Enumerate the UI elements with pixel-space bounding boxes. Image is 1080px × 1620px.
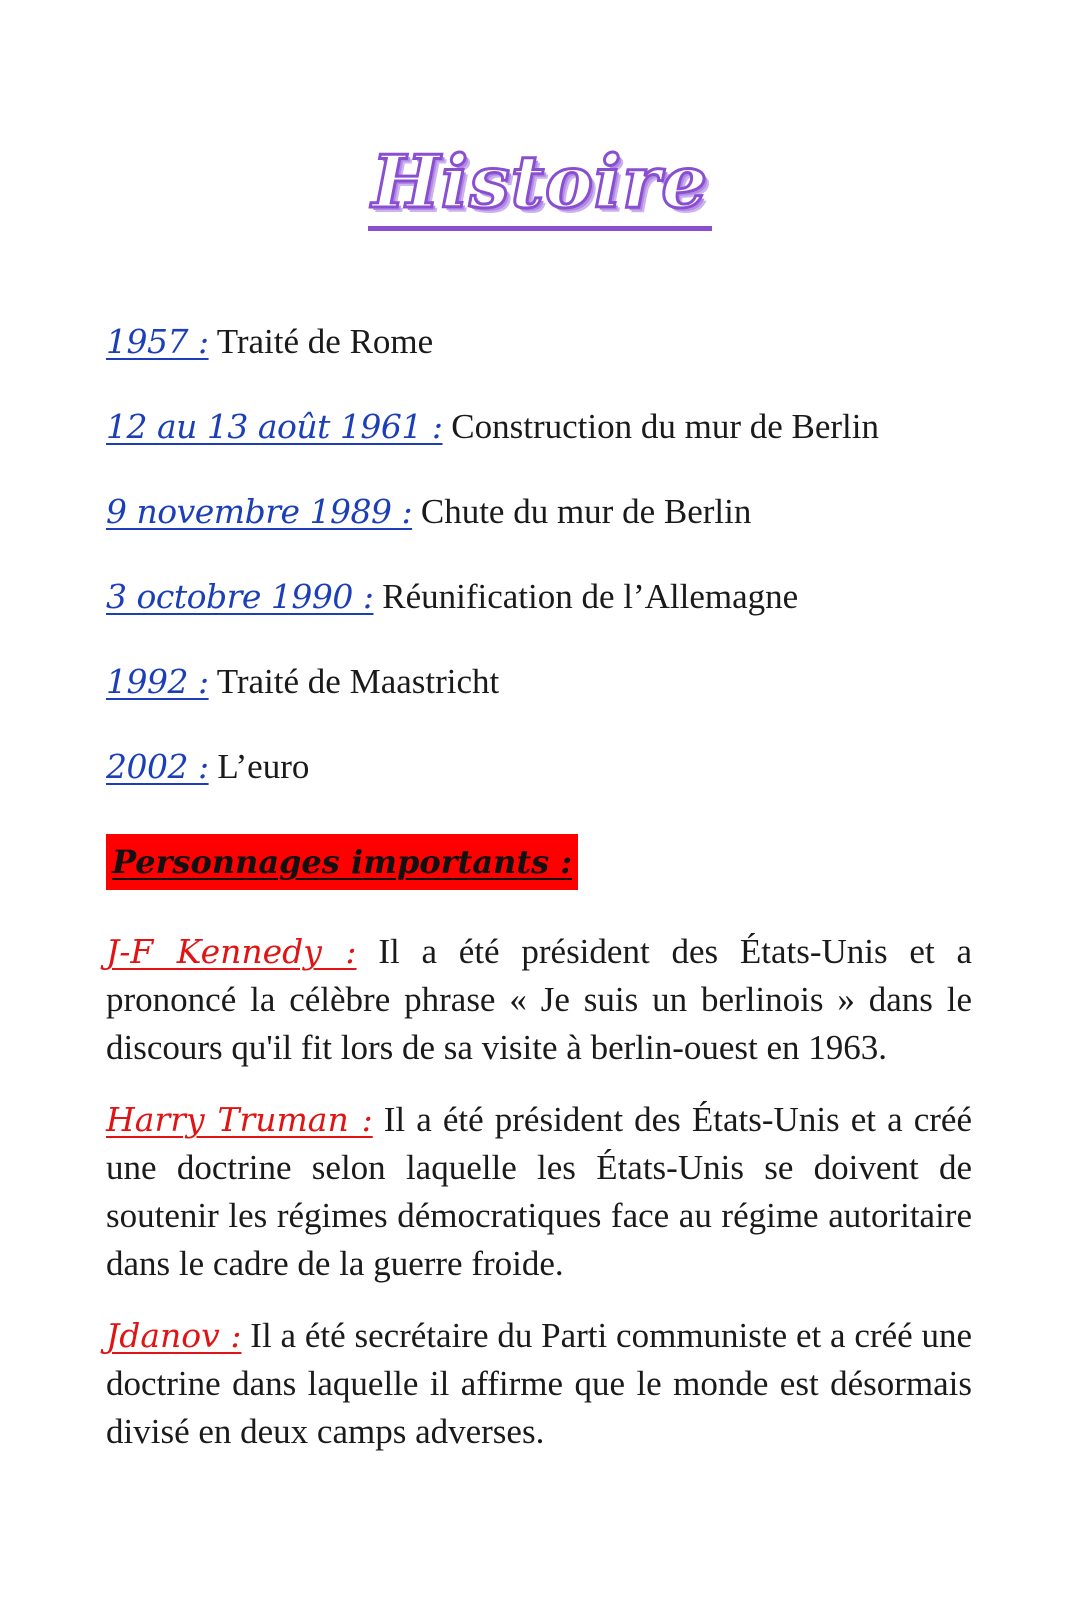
timeline-list <box>106 318 986 828</box>
page-title-text: Histoire <box>368 139 712 231</box>
timeline-date: 1992 : <box>106 662 209 701</box>
timeline-date: 9 novembre 1989 : <box>106 492 413 531</box>
timeline-date: 2002 : <box>106 747 209 786</box>
timeline-event: Réunification de l’Allemagne <box>382 577 799 616</box>
person-name: J-F Kennedy : <box>106 932 357 971</box>
section-heading-personnages: Personnages importants : <box>106 834 578 890</box>
timeline-item <box>106 573 986 658</box>
person-description: Il a été président des États-Unis et a prononcé la célèbre phrase « Je suis un berlinois » dans le discours qu'il fit lors de sa visite à berlin-ouest en 1963. <box>106 932 972 1067</box>
page-title <box>0 132 1080 232</box>
person-entry-truman <box>106 1096 972 1288</box>
people-list <box>106 928 972 1480</box>
timeline-item <box>106 658 986 743</box>
timeline-item <box>106 403 986 488</box>
person-name: Harry Truman : <box>106 1100 373 1139</box>
timeline-event: Construction du mur de Berlin <box>451 407 880 446</box>
timeline-date: 12 au 13 août 1961 : <box>106 407 443 446</box>
person-description: Il a été secrétaire du Parti communiste et a créé une doctrine dans laquelle il affirme que le monde est désormais divisé en deux camps adverses. <box>106 1316 972 1451</box>
timeline-event: L’euro <box>217 747 310 786</box>
timeline-event: Traité de Rome <box>216 322 434 361</box>
person-entry-jdanov <box>106 1312 972 1456</box>
person-entry-kennedy <box>106 928 972 1072</box>
person-description: Il a été président des États-Unis et a créé une doctrine selon laquelle les États-Unis se doivent de soutenir les régimes démocratiques face au régime autoritaire dans le cadre de la guerre froide. <box>106 1100 972 1283</box>
timeline-item <box>106 488 986 573</box>
timeline-date: 1957 : <box>106 322 209 361</box>
timeline-event: Traité de Maastricht <box>216 662 500 701</box>
timeline-date: 3 octobre 1990 : <box>106 577 374 616</box>
person-name: Jdanov : <box>106 1316 242 1355</box>
timeline-event: Chute du mur de Berlin <box>420 492 752 531</box>
timeline-item <box>106 318 986 403</box>
timeline-item <box>106 743 986 828</box>
